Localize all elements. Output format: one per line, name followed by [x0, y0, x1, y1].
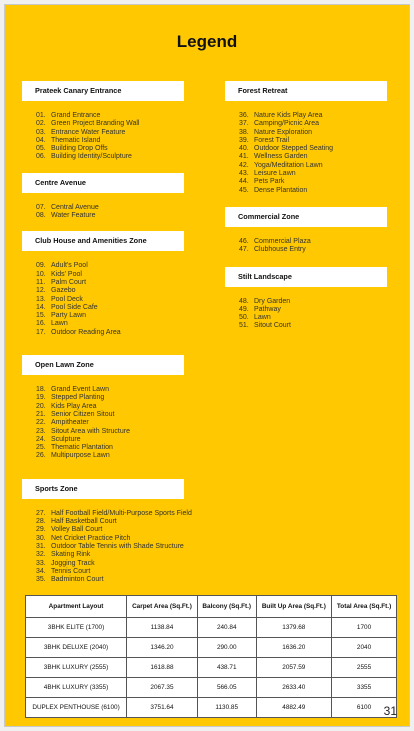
item-label: Adult's Pool: [51, 262, 88, 270]
item-label: Net Cricket Practice Pitch: [51, 534, 131, 542]
table-cell: 2040: [332, 638, 397, 658]
item-label: Dense Plantation: [254, 186, 308, 194]
item-label: Nature Kids Play Area: [254, 112, 323, 119]
item-label: Outdoor Table Tennis with Shade Structure: [51, 542, 184, 550]
list-item: [36, 444, 184, 452]
list-item: [36, 287, 184, 295]
table-row: [26, 618, 397, 638]
item-number: 46.: [239, 237, 249, 245]
item-number: 44.: [239, 178, 249, 186]
section-heading: Commercial Zone: [225, 207, 387, 227]
item-label: Green Project Branding Wall: [51, 120, 140, 128]
list-item: [239, 145, 387, 153]
table-row: [26, 658, 397, 678]
item-number: 16.: [36, 320, 46, 328]
item-number: 40.: [239, 145, 249, 153]
table-cell: 2067.35: [127, 678, 198, 698]
list-item: [36, 394, 184, 402]
item-label: Pool Deck: [51, 295, 83, 303]
list-item: [36, 518, 184, 526]
item-number: 07.: [36, 203, 46, 211]
list-item: [239, 162, 387, 170]
section-heading: Sports Zone: [22, 479, 184, 499]
list-item: [36, 271, 184, 279]
item-number: 45.: [239, 186, 249, 194]
item-number: 41.: [239, 153, 249, 161]
list-item: [36, 551, 184, 559]
list-item: [239, 187, 387, 195]
list-item: [239, 238, 387, 246]
item-label: Outdoor Stepped Seating: [254, 145, 334, 153]
list-item: [36, 428, 184, 436]
item-label: Entrance Water Feature: [51, 128, 126, 136]
item-label: Yoga/Meditation Lawn: [254, 161, 323, 169]
item-number: 22.: [36, 419, 46, 427]
list-item: [239, 137, 387, 145]
legend-list: [22, 509, 192, 585]
item-number: 01.: [36, 112, 46, 119]
page-title: Legend: [176, 32, 238, 51]
item-number: 29.: [36, 526, 46, 534]
item-label: Kids Play Area: [51, 402, 97, 410]
list-item: [36, 403, 184, 411]
table-cell: 1130.85: [197, 698, 256, 718]
item-label: Gazebo: [51, 287, 76, 295]
item-label: Stepped Planting: [51, 394, 105, 402]
item-number: 42.: [239, 161, 249, 169]
item-number: 11.: [36, 278, 46, 286]
list-item: [36, 145, 184, 153]
item-number: 17.: [36, 328, 46, 336]
list-item: [36, 576, 184, 584]
list-item: [36, 279, 184, 287]
item-label: Wellness Garden: [254, 153, 308, 161]
item-number: 08.: [36, 212, 46, 220]
item-number: 37.: [239, 120, 249, 128]
item-label: Grand Entrance: [51, 112, 101, 119]
right-column: [225, 81, 387, 331]
legend-list: [22, 112, 184, 162]
legend-list: [22, 204, 184, 221]
legend-section: [22, 231, 184, 337]
table-header-cell: Apartment Layout: [26, 596, 127, 618]
item-number: 18.: [36, 386, 46, 394]
item-number: 21.: [36, 410, 46, 418]
section-heading: Prateek Canary Entrance: [22, 81, 184, 101]
item-number: 19.: [36, 394, 46, 402]
table-cell: 1346.20: [127, 638, 198, 658]
item-label: Water Feature: [51, 212, 96, 220]
list-item: [36, 129, 184, 137]
table-header-cell: Built Up Area (Sq.Ft.): [256, 596, 332, 618]
item-number: 38.: [239, 128, 249, 136]
list-item: [36, 262, 184, 270]
item-label: Half Basketball Court: [51, 518, 117, 526]
item-label: Palm Court: [51, 278, 87, 286]
legend-page: [4, 4, 410, 727]
list-item: [36, 526, 184, 534]
list-item: [36, 120, 184, 128]
list-item: [239, 322, 387, 330]
item-number: 09.: [36, 262, 46, 270]
table-cell: DUPLEX PENTHOUSE (6100): [26, 698, 127, 718]
item-number: 48.: [239, 297, 249, 305]
item-label: Multipurpose Lawn: [51, 452, 110, 460]
list-item: [239, 170, 387, 178]
item-label: Sitout Court: [254, 322, 291, 330]
item-label: Grand Event Lawn: [51, 386, 109, 394]
list-item: [36, 452, 184, 460]
item-number: 05.: [36, 145, 46, 153]
legend-section: [225, 81, 387, 195]
item-label: Party Lawn: [51, 312, 87, 320]
table-header-cell: Total Area (Sq.Ft.): [332, 596, 397, 618]
item-number: 26.: [36, 452, 46, 460]
list-item: [36, 568, 184, 576]
table-header-row: [26, 596, 397, 618]
item-label: Central Avenue: [51, 203, 99, 211]
table-cell: 1618.88: [127, 658, 198, 678]
table-cell: 1138.84: [127, 618, 198, 638]
table-cell: 240.84: [197, 618, 256, 638]
item-label: Half Football Field/Multi-Purpose Sports Field: [51, 509, 192, 517]
table-body: [26, 618, 397, 718]
table-cell: 4882.49: [256, 698, 332, 718]
list-item: [36, 386, 184, 394]
item-label: Thematic Island: [51, 136, 101, 144]
table-row: [26, 698, 397, 718]
table-cell: 1636.20: [256, 638, 332, 658]
list-item: [36, 436, 184, 444]
item-label: Nature Exploration: [254, 128, 312, 136]
legend-section: [22, 173, 184, 221]
left-column: [22, 81, 192, 584]
table-cell: 3BHK LUXURY (2555): [26, 658, 127, 678]
item-number: 36.: [239, 112, 249, 119]
legend-section: [22, 479, 192, 585]
table-cell: 2555: [332, 658, 397, 678]
item-number: 51.: [239, 322, 249, 330]
item-number: 32.: [36, 551, 46, 559]
item-number: 49.: [239, 305, 249, 313]
item-number: 31.: [36, 542, 46, 550]
item-number: 34.: [36, 567, 46, 575]
item-number: 24.: [36, 435, 46, 443]
section-heading: Centre Avenue: [22, 173, 184, 193]
list-item: [36, 543, 184, 551]
table-cell: 438.71: [197, 658, 256, 678]
list-item: [36, 112, 184, 120]
item-label: Forest Trail: [254, 136, 290, 144]
section-heading: Forest Retreat: [225, 81, 387, 101]
item-label: Dry Garden: [254, 297, 291, 305]
item-label: Building Identity/Sculpture: [51, 153, 132, 161]
list-item: [239, 298, 387, 306]
page-number: 31: [383, 704, 397, 718]
list-item: [239, 306, 387, 314]
list-item: [36, 411, 184, 419]
list-item: [36, 137, 184, 145]
table-cell: 4BHK LUXURY (3355): [26, 678, 127, 698]
item-number: 33.: [36, 559, 46, 567]
legend-section: [225, 267, 387, 331]
table-cell: 2057.59: [256, 658, 332, 678]
list-item: [239, 120, 387, 128]
table-cell: 1379.68: [256, 618, 332, 638]
list-item: [36, 419, 184, 427]
legend-section: [225, 207, 387, 255]
item-label: Jogging Track: [51, 559, 95, 567]
item-label: Pathway: [254, 305, 281, 313]
item-number: 06.: [36, 153, 46, 161]
item-label: Kids' Pool: [51, 270, 82, 278]
item-number: 20.: [36, 402, 46, 410]
item-number: 30.: [36, 534, 46, 542]
table-row: [26, 678, 397, 698]
table-cell: 566.05: [197, 678, 256, 698]
list-item: [36, 304, 184, 312]
item-number: 02.: [36, 120, 46, 128]
list-item: [36, 560, 184, 568]
item-number: 23.: [36, 427, 46, 435]
item-number: 43.: [239, 170, 249, 178]
apartment-area-table: [25, 595, 397, 718]
list-item: [36, 312, 184, 320]
item-number: 12.: [36, 287, 46, 295]
item-label: Senior Citizen Sitout: [51, 410, 115, 418]
item-label: Leisure Lawn: [254, 170, 296, 178]
list-item: [239, 314, 387, 322]
list-item: [36, 535, 184, 543]
item-label: Camping/Picnic Area: [254, 120, 319, 128]
table-cell: 3BHK DELUXE (2040): [26, 638, 127, 658]
item-number: 28.: [36, 518, 46, 526]
item-label: Building Drop Offs: [51, 145, 108, 153]
item-label: Lawn: [254, 314, 271, 322]
list-item: [36, 212, 184, 220]
item-label: Volley Ball Court: [51, 526, 103, 534]
section-heading: Stilt Landscape: [225, 267, 387, 287]
table-cell: 6100: [332, 698, 397, 718]
item-label: Outdoor Reading Area: [51, 328, 121, 336]
item-number: 39.: [239, 136, 249, 144]
table-row: [26, 638, 397, 658]
list-item: [36, 153, 184, 161]
item-label: Sculpture: [51, 435, 81, 443]
table-cell: 3751.64: [127, 698, 198, 718]
legend-section: [22, 81, 184, 162]
legend-list: [22, 386, 184, 461]
section-heading: Open Lawn Zone: [22, 355, 184, 375]
list-item: [36, 320, 184, 328]
item-label: Sitout Area with Structure: [51, 427, 130, 435]
table-header-cell: Carpet Area (Sq.Ft.): [127, 596, 198, 618]
legend-list: [22, 262, 184, 337]
item-label: Skating Rink: [51, 551, 91, 559]
item-number: 04.: [36, 136, 46, 144]
item-number: 10.: [36, 270, 46, 278]
item-label: Pets Park: [254, 178, 285, 186]
item-label: Commercial Plaza: [254, 237, 311, 245]
item-number: 47.: [239, 246, 249, 254]
list-item: [36, 329, 184, 337]
list-item: [239, 153, 387, 161]
section-heading: Club House and Amenities Zone: [22, 231, 184, 251]
list-item: [36, 509, 192, 518]
list-item: [36, 296, 184, 304]
list-item: [239, 246, 387, 254]
item-number: 27.: [36, 509, 46, 517]
list-item: [239, 129, 387, 137]
table-cell: 1700: [332, 618, 397, 638]
table-cell: 2633.40: [256, 678, 332, 698]
item-number: 50.: [239, 314, 249, 322]
item-label: Badminton Court: [51, 576, 104, 584]
item-label: Thematic Plantation: [51, 444, 113, 452]
table-cell: 3BHK ELITE (1700): [26, 618, 127, 638]
item-label: Pool Side Cafe: [51, 303, 98, 311]
item-label: Ampitheater: [51, 419, 89, 427]
item-label: Clubhouse Entry: [254, 246, 306, 254]
item-number: 35.: [36, 576, 46, 584]
item-label: Lawn: [51, 320, 68, 328]
legend-list: [225, 298, 387, 331]
list-item: [36, 204, 184, 212]
legend-list: [225, 112, 387, 195]
list-item: [239, 112, 387, 120]
item-label: Tennis Court: [51, 567, 91, 575]
legend-list: [225, 238, 387, 255]
item-number: 13.: [36, 295, 46, 303]
table-cell: 3355: [332, 678, 397, 698]
list-item: [239, 178, 387, 186]
legend-section: [22, 355, 184, 461]
table-header-cell: Balcony (Sq.Ft.): [197, 596, 256, 618]
item-number: 03.: [36, 128, 46, 136]
table-cell: 290.00: [197, 638, 256, 658]
item-number: 15.: [36, 312, 46, 320]
item-number: 25.: [36, 444, 46, 452]
item-number: 14.: [36, 303, 46, 311]
